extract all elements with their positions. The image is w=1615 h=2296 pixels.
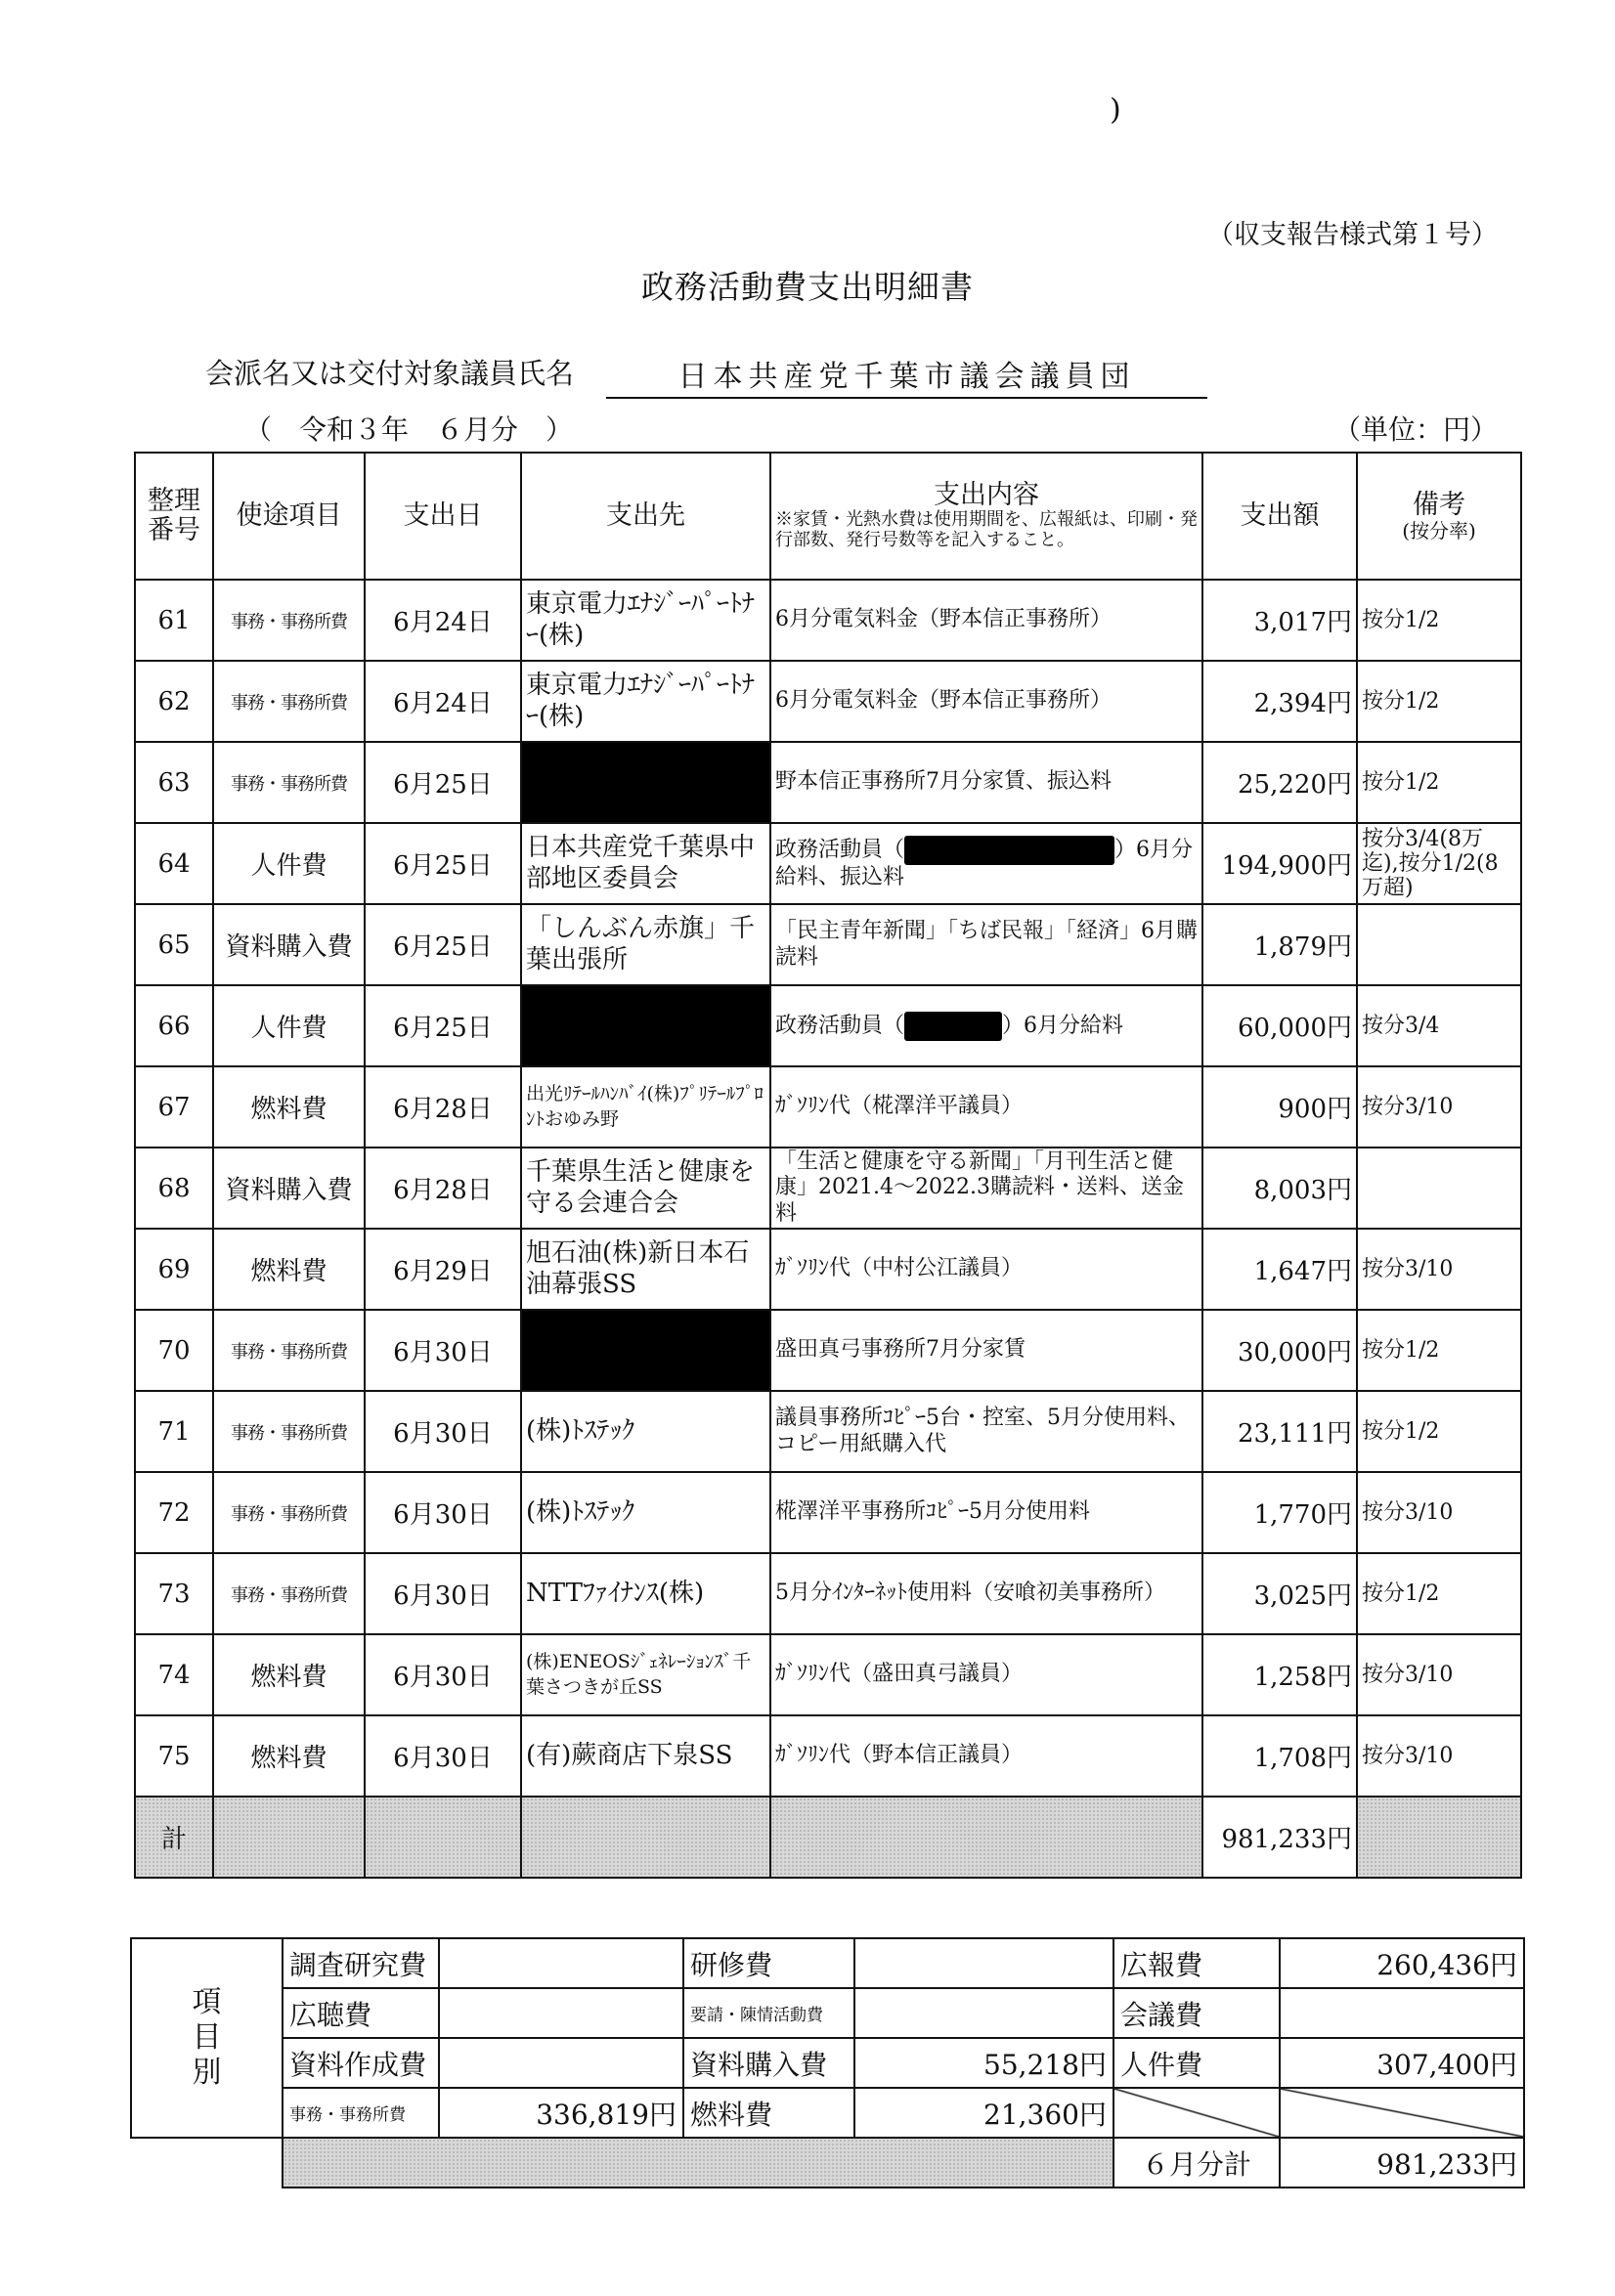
row-use: 事務・事務所費 bbox=[213, 661, 365, 742]
blank-cell bbox=[131, 2138, 283, 2188]
redacted-payee bbox=[521, 1310, 770, 1391]
row-no: 69 bbox=[135, 1229, 213, 1310]
label-research: 調査研究費 bbox=[283, 1938, 439, 1988]
row-use: 燃料費 bbox=[213, 1715, 365, 1797]
row-date: 6月24日 bbox=[365, 580, 521, 661]
shaded-cell bbox=[521, 1797, 770, 1878]
row-content: ｶﾞｿﾘﾝ代（盛田真弓議員） bbox=[770, 1634, 1202, 1715]
row-amount: 1,258円 bbox=[1202, 1634, 1357, 1715]
row-no: 73 bbox=[135, 1553, 213, 1634]
row-date: 6月28日 bbox=[365, 1066, 521, 1148]
redacted-payee bbox=[521, 742, 770, 823]
table-row bbox=[135, 1066, 1521, 1148]
label-month-total: ６月分計 bbox=[1113, 2138, 1280, 2188]
row-content: 議員事務所ｺﾋﾟｰ5台・控室、5月分使用料、コピー用紙購入代 bbox=[770, 1391, 1202, 1472]
header-no: 整理番号 bbox=[135, 453, 213, 580]
value-month-total: 981,233円 bbox=[1280, 2138, 1524, 2188]
row-amount: 3,025円 bbox=[1202, 1553, 1357, 1634]
faction-label: 会派名又は交付対象議員氏名 bbox=[205, 357, 575, 390]
row-note: 按分3/4 bbox=[1357, 985, 1521, 1066]
row-note: 按分3/10 bbox=[1357, 1472, 1521, 1553]
row-note: 按分1/2 bbox=[1357, 742, 1521, 823]
row-note: 按分1/2 bbox=[1357, 661, 1521, 742]
header-content-label: 支出内容 bbox=[934, 480, 1039, 511]
row-payee: 東京電力ｴﾅｼﾞｰﾊﾟｰﾄﾅｰ(株) bbox=[521, 580, 770, 661]
table-row bbox=[135, 1391, 1521, 1472]
value-office: 336,819円 bbox=[439, 2088, 683, 2138]
row-use: 事務・事務所費 bbox=[213, 1472, 365, 1553]
value-training bbox=[854, 1938, 1113, 1988]
shaded-cell bbox=[213, 1797, 365, 1878]
value-personnel: 307,400円 bbox=[1280, 2038, 1524, 2088]
row-amount: 900円 bbox=[1202, 1066, 1357, 1148]
row-date: 6月24日 bbox=[365, 661, 521, 742]
row-use: 人件費 bbox=[213, 823, 365, 904]
row-amount: 194,900円 bbox=[1202, 823, 1357, 904]
document-title: 政務活動費支出明細書 bbox=[641, 268, 974, 306]
label-office: 事務・事務所費 bbox=[283, 2088, 439, 2138]
row-content: 6月分電気料金（野本信正事務所） bbox=[770, 661, 1202, 742]
row-payee: NTTﾌｧｲﾅﾝｽ(株) bbox=[521, 1553, 770, 1634]
summary-row bbox=[131, 1938, 1524, 1988]
value-hearing bbox=[439, 1988, 683, 2038]
table-row bbox=[135, 1715, 1521, 1797]
row-amount: 1,770円 bbox=[1202, 1472, 1357, 1553]
label-meeting: 会議費 bbox=[1113, 1988, 1280, 2038]
value-fuel: 21,360円 bbox=[854, 2088, 1113, 2138]
row-date: 6月25日 bbox=[365, 823, 521, 904]
row-amount: 1,708円 bbox=[1202, 1715, 1357, 1797]
row-use: 資料購入費 bbox=[213, 904, 365, 985]
label-fuel: 燃料費 bbox=[683, 2088, 854, 2138]
value-materials-buy: 55,218円 bbox=[854, 2038, 1113, 2088]
row-no: 64 bbox=[135, 823, 213, 904]
total-row bbox=[135, 1797, 1521, 1878]
row-note: 按分3/10 bbox=[1357, 1715, 1521, 1797]
summary-row bbox=[131, 1988, 1524, 2038]
label-pr: 広報費 bbox=[1113, 1938, 1280, 1988]
row-content: ｶﾞｿﾘﾝ代（野本信正議員） bbox=[770, 1715, 1202, 1797]
row-no: 74 bbox=[135, 1634, 213, 1715]
table-row bbox=[135, 742, 1521, 823]
row-note: 按分1/2 bbox=[1357, 580, 1521, 661]
row-no: 61 bbox=[135, 580, 213, 661]
row-note bbox=[1357, 1148, 1521, 1229]
row-no: 65 bbox=[135, 904, 213, 985]
table-row bbox=[135, 1472, 1521, 1553]
header-content-note: ※家賃・光熱水費は使用期間を、広報紙は、印刷・発行部数、発行号数等を記入すること。 bbox=[775, 509, 1198, 550]
crossed-cell bbox=[1113, 2088, 1280, 2138]
period: （ 令和３年 ６月分 ） bbox=[244, 413, 574, 446]
table-row bbox=[135, 1553, 1521, 1634]
row-payee: 東京電力ｴﾅｼﾞｰﾊﾟｰﾄﾅｰ(株) bbox=[521, 661, 770, 742]
row-date: 6月25日 bbox=[365, 904, 521, 985]
row-use: 燃料費 bbox=[213, 1634, 365, 1715]
redacted-payee bbox=[521, 985, 770, 1066]
redacted-name bbox=[904, 1012, 1002, 1041]
table-row bbox=[135, 580, 1521, 661]
row-content: 野本信正事務所7月分家賃、振込料 bbox=[770, 742, 1202, 823]
side-label-text: 項目別 bbox=[192, 1985, 222, 2090]
row-date: 6月30日 bbox=[365, 1634, 521, 1715]
row-no: 62 bbox=[135, 661, 213, 742]
row-content bbox=[770, 985, 1202, 1066]
summary-row bbox=[131, 2038, 1524, 2088]
row-payee: (株)ﾄｽﾃｯｸ bbox=[521, 1391, 770, 1472]
row-use: 人件費 bbox=[213, 985, 365, 1066]
row-content: 6月分電気料金（野本信正事務所） bbox=[770, 580, 1202, 661]
row-no: 63 bbox=[135, 742, 213, 823]
row-amount: 1,879円 bbox=[1202, 904, 1357, 985]
row-note: 按分1/2 bbox=[1357, 1310, 1521, 1391]
row-content-a: 政務活動員（ bbox=[775, 838, 905, 863]
value-pr: 260,436円 bbox=[1280, 1938, 1524, 1988]
shaded-cell bbox=[365, 1797, 521, 1878]
row-note: 按分3/10 bbox=[1357, 1229, 1521, 1310]
row-content bbox=[770, 823, 1202, 904]
row-content: 5月分ｲﾝﾀｰﾈｯﾄ使用料（安喰初美事務所） bbox=[770, 1553, 1202, 1634]
summary-row bbox=[131, 2088, 1524, 2138]
label-petition: 要請・陳情活動費 bbox=[683, 1988, 854, 2038]
row-content: ｶﾞｿﾘﾝ代（中村公江議員） bbox=[770, 1229, 1202, 1310]
value-materials-make bbox=[439, 2038, 683, 2088]
row-date: 6月29日 bbox=[365, 1229, 521, 1310]
row-use: 事務・事務所費 bbox=[213, 580, 365, 661]
row-no: 71 bbox=[135, 1391, 213, 1472]
row-note: 按分3/4(8万迄),按分1/2(8万超) bbox=[1357, 823, 1521, 904]
table-row bbox=[135, 1148, 1521, 1229]
redacted-name bbox=[904, 836, 1114, 865]
total-label: 計 bbox=[135, 1797, 213, 1878]
value-research bbox=[439, 1938, 683, 1988]
value-meeting bbox=[1280, 1988, 1524, 2038]
label-materials-buy: 資料購入費 bbox=[683, 2038, 854, 2088]
row-content: 盛田真弓事務所7月分家賃 bbox=[770, 1310, 1202, 1391]
table-header-row bbox=[135, 453, 1521, 580]
row-amount: 23,111円 bbox=[1202, 1391, 1357, 1472]
page-mark: ) bbox=[1110, 93, 1121, 127]
row-use: 事務・事務所費 bbox=[213, 742, 365, 823]
header-remarks-sub: (按分率) bbox=[1402, 518, 1476, 542]
row-no: 67 bbox=[135, 1066, 213, 1148]
row-use: 燃料費 bbox=[213, 1066, 365, 1148]
row-payee: 旭石油(株)新日本石油幕張SS bbox=[521, 1229, 770, 1310]
unit-label: （単位：円） bbox=[1332, 413, 1498, 446]
row-amount: 2,394円 bbox=[1202, 661, 1357, 742]
row-content: 「生活と健康を守る新聞」「月刊生活と健康」2021.4～2022.3購読料・送料、送金料 bbox=[770, 1148, 1202, 1229]
row-date: 6月25日 bbox=[365, 742, 521, 823]
label-materials-make: 資料作成費 bbox=[283, 2038, 439, 2088]
row-use: 事務・事務所費 bbox=[213, 1553, 365, 1634]
table-row bbox=[135, 1310, 1521, 1391]
header-payee: 支出先 bbox=[521, 453, 770, 580]
row-amount: 1,647円 bbox=[1202, 1229, 1357, 1310]
table-row bbox=[135, 823, 1521, 904]
row-payee: (有)蕨商店下泉SS bbox=[521, 1715, 770, 1797]
row-amount: 25,220円 bbox=[1202, 742, 1357, 823]
expense-table bbox=[134, 452, 1522, 1879]
row-amount: 60,000円 bbox=[1202, 985, 1357, 1066]
row-date: 6月30日 bbox=[365, 1472, 521, 1553]
row-date: 6月30日 bbox=[365, 1715, 521, 1797]
row-content-a: 政務活動員（ bbox=[775, 1013, 905, 1038]
row-date: 6月28日 bbox=[365, 1148, 521, 1229]
header-remarks bbox=[1357, 453, 1521, 580]
row-note bbox=[1357, 904, 1521, 985]
row-amount: 3,017円 bbox=[1202, 580, 1357, 661]
row-amount: 30,000円 bbox=[1202, 1310, 1357, 1391]
row-payee: (株)ﾄｽﾃｯｸ bbox=[521, 1472, 770, 1553]
header-date: 支出日 bbox=[365, 453, 521, 580]
summary-total-row bbox=[131, 2138, 1524, 2188]
shaded-cell bbox=[1357, 1797, 1521, 1878]
summary-side-label bbox=[131, 1938, 283, 2138]
row-date: 6月30日 bbox=[365, 1310, 521, 1391]
row-note: 按分3/10 bbox=[1357, 1634, 1521, 1715]
crossed-cell bbox=[1280, 2088, 1524, 2138]
row-no: 66 bbox=[135, 985, 213, 1066]
header-remarks-label: 備考 bbox=[1413, 490, 1465, 521]
header-content bbox=[770, 453, 1202, 580]
header-use: 使途項目 bbox=[213, 453, 365, 580]
row-payee: (株)ENEOSｼﾞｪﾈﾚｰｼｮﾝｽﾞ千葉さつきが丘SS bbox=[521, 1634, 770, 1715]
label-personnel: 人件費 bbox=[1113, 2038, 1280, 2088]
table-row bbox=[135, 661, 1521, 742]
form-number: （収支報告様式第１号） bbox=[1207, 220, 1498, 250]
table-row bbox=[135, 904, 1521, 985]
row-note: 按分3/10 bbox=[1357, 1066, 1521, 1148]
row-content: ｶﾞｿﾘﾝ代（椛澤洋平議員） bbox=[770, 1066, 1202, 1148]
row-no: 72 bbox=[135, 1472, 213, 1553]
row-use: 事務・事務所費 bbox=[213, 1310, 365, 1391]
row-note: 按分1/2 bbox=[1357, 1553, 1521, 1634]
row-payee: 日本共産党千葉県中部地区委員会 bbox=[521, 823, 770, 904]
row-date: 6月25日 bbox=[365, 985, 521, 1066]
row-amount: 8,003円 bbox=[1202, 1148, 1357, 1229]
label-hearing: 広聴費 bbox=[283, 1988, 439, 2038]
row-note: 按分1/2 bbox=[1357, 1391, 1521, 1472]
row-use: 資料購入費 bbox=[213, 1148, 365, 1229]
value-petition bbox=[854, 1988, 1113, 2038]
header-amount: 支出額 bbox=[1202, 453, 1357, 580]
row-content-b: ）6月分給料、振込料 bbox=[775, 838, 1194, 890]
table-row bbox=[135, 1229, 1521, 1310]
shaded-cell bbox=[770, 1797, 1202, 1878]
row-payee: 千葉県生活と健康を守る会連合会 bbox=[521, 1148, 770, 1229]
shaded-cell bbox=[283, 2138, 1113, 2188]
row-no: 70 bbox=[135, 1310, 213, 1391]
row-payee: 「しんぶん赤旗」千葉出張所 bbox=[521, 904, 770, 985]
table-row bbox=[135, 1634, 1521, 1715]
row-payee: 出光ﾘﾃｰﾙﾊﾝﾊﾞｲ(株)ﾌﾟﾘﾃｰﾙﾌﾟﾛﾝﾄおゆみ野 bbox=[521, 1066, 770, 1148]
faction-name: 日本共産党千葉市議会議員団 bbox=[606, 352, 1207, 399]
row-content: 「民主青年新聞」「ちば民報」「経済」6月購読料 bbox=[770, 904, 1202, 985]
row-content-b: ）6月分給料 bbox=[1002, 1013, 1124, 1038]
table-row bbox=[135, 985, 1521, 1066]
category-summary-table bbox=[130, 1937, 1525, 2188]
row-use: 燃料費 bbox=[213, 1229, 365, 1310]
row-no: 75 bbox=[135, 1715, 213, 1797]
label-training: 研修費 bbox=[683, 1938, 854, 1988]
row-use: 事務・事務所費 bbox=[213, 1391, 365, 1472]
row-date: 6月30日 bbox=[365, 1553, 521, 1634]
row-content: 椛澤洋平事務所ｺﾋﾟｰ5月分使用料 bbox=[770, 1472, 1202, 1553]
row-no: 68 bbox=[135, 1148, 213, 1229]
total-amount: 981,233円 bbox=[1202, 1797, 1357, 1878]
row-date: 6月30日 bbox=[365, 1391, 521, 1472]
